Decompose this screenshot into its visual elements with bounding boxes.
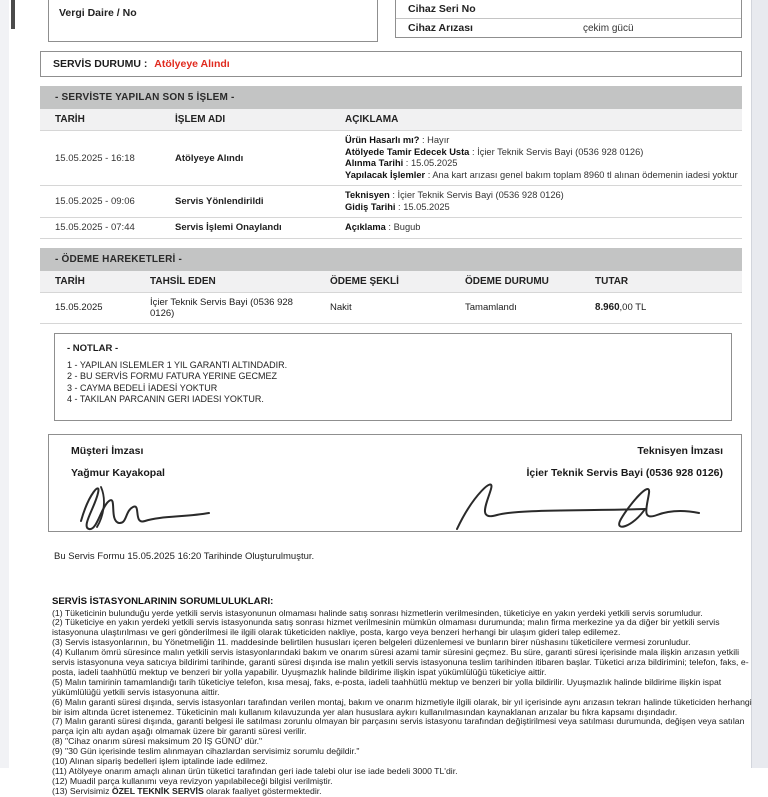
operation-detail-line: Açıklama : Bugub bbox=[345, 222, 421, 232]
operation-date: 15.05.2025 - 07:44 bbox=[55, 222, 135, 234]
tax-office-label: Vergi Daire / No bbox=[59, 7, 137, 19]
payment-row bbox=[40, 292, 742, 324]
responsibility-item: (2) Tüketiciye en yakın yerdeki yetkili servis istasyonunda satış sonrası hizmet verilmesinin mümkün olmaması durumunda; malın firma merkezine ya da diğer bir yetkili servis istasyonuna ulaştırılması ve geri gönderilmesi ile ilgili olarak tüketiciden nakliye, posta, kargo veya benzeri herhangi bir ulaşım gideri talep edilemez. bbox=[52, 617, 720, 638]
responsibilities-title: SERVİS İSTASYONLARININ SORUMLULUKLARI: bbox=[52, 595, 274, 607]
responsibility-item: (3) Servis istasyonlarının, bu Yönetmeliğin 11. maddesinde belirtilen hususları içeren belgeleri düzenlemesi ve bunların birer nüshasını tüketicilere vermesi zorunludur. bbox=[52, 637, 691, 648]
operation-detail-line: Atölyede Tamir Edecek Usta : İçier Teknik Servis Bayi (0536 928 0126) bbox=[345, 146, 644, 157]
operation-detail-line: Gidiş Tarihi : 15.05.2025 bbox=[345, 201, 450, 212]
customer-signature-block bbox=[71, 445, 165, 479]
responsibility-item: (9) "30 Gün içerisinde teslim alınmayan cihazlardan servisimiz sorumlu değildir." bbox=[52, 746, 360, 757]
page-edge-mark bbox=[11, 0, 15, 29]
operation-detail-line: Teknisyen : İçier Teknik Servis Bayi (0536 928 0126) bbox=[345, 190, 564, 200]
note-line: 2 - BU SERVİS FORMU FATURA YERINE GECMEZ bbox=[67, 371, 278, 381]
technician-signature-drawing bbox=[437, 473, 737, 533]
notes-title: - NOTLAR - bbox=[67, 342, 119, 354]
operation-row bbox=[40, 185, 742, 217]
customer-signature-role: Müşteri İmzası bbox=[71, 444, 144, 457]
operations-section-title: - SERVİSTE YAPILAN SON 5 İŞLEM - bbox=[40, 86, 742, 109]
operation-row bbox=[40, 217, 742, 239]
operation-details bbox=[330, 222, 742, 234]
operations-header-date: TARİH bbox=[55, 114, 85, 125]
device-serial-row bbox=[396, 0, 741, 19]
payment-date: 15.05.2025 bbox=[55, 302, 103, 313]
responsibility-item: (11) Atölyeye onarım amaçlı alınan ürün tüketici tarafından geri iade talebi olur ise iade bedeli 3000 TL'dir. bbox=[52, 766, 458, 776]
responsibility-item: (4) Kullanım ömrü süresince malın yetkili servis istasyonlarındaki bakım ve onarım süresi azami tamir süresini geçmez. Bu süre, garanti süresi içerisinde mala ilişkin arızasın yetkili servis istasyonuna veya satıcıya bildirimi tarihinde, garanti süresi dışında ise malın yetkili servis istasyonuna teslim tarihinden itibaren başlar. Tüketici arıza bildirimini; telefon, faks, e- posta, iadeli taahhütlü mektup ve benzeri bir yolla yapabilir. Uyuşmazlık halinde bildirime ilişkin ispat yükümlülüğü tüketiciye aittir. bbox=[52, 647, 749, 677]
operations-header-description: AÇIKLAMA bbox=[345, 114, 399, 125]
notes-list bbox=[67, 360, 719, 406]
device-fault-row bbox=[396, 19, 741, 37]
operation-name: Servis İşlemi Onaylandı bbox=[175, 222, 282, 234]
responsibilities-section bbox=[52, 596, 758, 797]
operation-detail-line: Yapılacak İşlemler : Ana kart arızası genel bakım toplam 8960 tl alınan ödemenin iadesi yoktur bbox=[345, 169, 738, 180]
responsibility-item: (8) "Cihaz onarım süresi maksimum 20 İŞ GÜNÜ' dür." bbox=[52, 736, 263, 747]
customer-signature-drawing bbox=[67, 477, 297, 533]
payments-header-collector: TAHSİL EDEN bbox=[150, 275, 216, 287]
customer-name: Yağmur Kayakopal bbox=[71, 466, 165, 479]
top-fields-row bbox=[48, 0, 742, 42]
operation-detail-line: Alınma Tarihi : 15.05.2025 bbox=[345, 158, 458, 168]
payments-table-body bbox=[40, 292, 742, 324]
technician-signature-role: Teknisyen İmzası bbox=[637, 444, 723, 457]
operation-name: Atölyeye Alındı bbox=[175, 152, 244, 164]
note-line: 1 - YAPILAN ISLEMLER 1 YIL GARANTI ALTINDADIR. bbox=[67, 359, 288, 370]
notes-box bbox=[54, 333, 732, 421]
technician-name: İçier Teknik Servis Bayi (0536 928 0126) bbox=[526, 466, 723, 479]
payments-header-date: TARİH bbox=[55, 275, 85, 287]
payments-header-method: ÖDEME ŞEKLİ bbox=[330, 275, 399, 287]
operations-table-header bbox=[40, 109, 742, 130]
responsibility-item: (7) Malın garanti süresi dışında, garanti belgesi ile satılması zorunlu olmayan bir parçasını servis istasyonu tarafından değiştirilmesi veya satılması durumunda, değişen veya satılan parça için altı aydan aşağı olmamak üzere bir garanti süresi verilir. bbox=[52, 716, 745, 737]
operation-date: 15.05.2025 - 09:06 bbox=[55, 196, 135, 207]
note-line: 3 - CAYMA BEDELİ İADESİ YOKTUR bbox=[67, 382, 218, 393]
tax-office-box bbox=[48, 0, 378, 42]
service-status-label: SERVİS DURUMU : bbox=[53, 58, 148, 70]
operation-details bbox=[330, 190, 742, 213]
operation-date: 15.05.2025 - 16:18 bbox=[55, 152, 135, 164]
service-form-document bbox=[40, 0, 752, 797]
device-info-box bbox=[395, 0, 742, 38]
payment-method: Nakit bbox=[330, 302, 352, 313]
signatures-box bbox=[48, 434, 742, 532]
payment-amount: 8.960,00 TL bbox=[595, 302, 647, 313]
operation-name: Servis Yönlendirildi bbox=[175, 196, 264, 207]
operation-details bbox=[330, 135, 742, 181]
responsibility-item: (1) Tüketicinin bulunduğu yerde yetkili servis istasyonunun olmaması halinde satış sonrası hizmetlerin verilmesinden, tüketiciye en yakın yerdeki yetkili servis sorumludur. bbox=[52, 607, 703, 618]
payments-table-header bbox=[40, 271, 742, 292]
responsibility-item: (12) Muadil parça kullanımı veya revizyon yapılabileceği bilgisi verilmiştir. bbox=[52, 775, 333, 786]
service-status-box bbox=[40, 51, 742, 77]
note-line: 4 - TAKILAN PARCANIN GERI IADESI YOKTUR. bbox=[67, 394, 264, 404]
payment-status: Tamamlandı bbox=[465, 302, 517, 313]
form-created-line: Bu Servis Formu 15.05.2025 16:20 Tarihinde Oluşturulmuştur. bbox=[54, 550, 315, 562]
responsibility-item: (13) Servisimiz ÖZEL TEKNİK SERVİS olarak faaliyet göstermektedir. bbox=[52, 785, 322, 796]
responsibility-item: (5) Malın tamirinin tamamlandığı tarih tüketiciye telefon, kısa mesaj, faks, e-posta, iadeli taahhütlü mektup ve benzeri bir yolla bildirilir. Uyuşmazlık halinde bildirime ilişkin ispat yükümlülüğü yetkili servis istasyonuna aittir. bbox=[52, 676, 722, 697]
payments-header-status: ÖDEME DURUMU bbox=[465, 275, 549, 287]
operation-detail-line: Ürün Hasarlı mı? : Hayır bbox=[345, 135, 450, 145]
payments-header-amount: TUTAR bbox=[595, 275, 629, 287]
device-fault-value: çekim gücü bbox=[582, 22, 634, 34]
responsibility-item: (6) Malın garanti süresi dışında, servis istasyonları tarafından verilen montaj, bakım ve onarım hizmetiyle ilgili olarak, bir yıl içerisinde aynı arızasın tekrarı halinde tüketiciden herhangi bir isim altında ücret istenemez. Tüketicinin malı kullanım kılavuzunda yer alan hususlara aykırı kullanılmasından kaynaklanan arızalar bu fıkra kapsamı dışındadır. bbox=[52, 696, 752, 717]
payments-section-title: - ÖDEME HAREKETLERİ - bbox=[40, 248, 742, 271]
page-left-margin bbox=[0, 0, 9, 768]
operations-table-body bbox=[40, 130, 742, 239]
device-serial-label: Cihaz Seri No bbox=[408, 3, 476, 15]
device-fault-label: Cihaz Arızası bbox=[408, 22, 473, 34]
payment-collector: İçier Teknik Servis Bayi (0536 928 0126) bbox=[150, 296, 293, 319]
responsibility-item: (10) Alınan sipariş bedelleri işlem iptalinde iade edilmez. bbox=[52, 756, 268, 767]
operations-header-name: İŞLEM ADI bbox=[175, 114, 226, 125]
operation-row bbox=[40, 130, 742, 185]
responsibilities-list bbox=[52, 609, 758, 797]
service-status-value: Atölyeye Alındı bbox=[154, 58, 230, 70]
